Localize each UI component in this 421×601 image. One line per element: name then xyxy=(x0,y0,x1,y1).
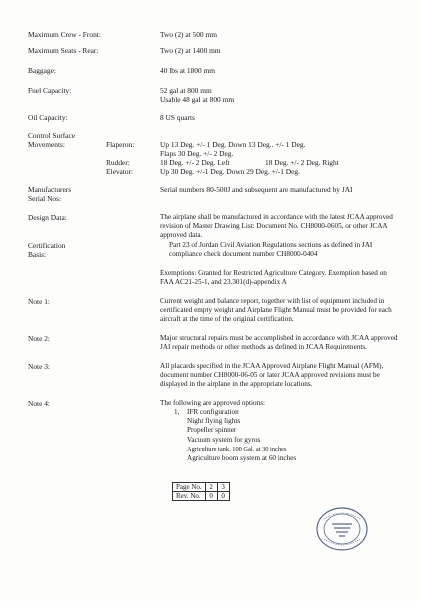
baggage-value: 40 lbs at 1800 mm xyxy=(160,66,216,75)
oil-label: Oil Capacity: xyxy=(28,113,68,122)
rev-no-value-2: 0 xyxy=(217,492,229,501)
elevator-label: Elevator: xyxy=(106,167,134,176)
manufacturers-label-1: Manufacturers xyxy=(28,185,72,194)
certification-label-2: Basis: xyxy=(28,250,47,259)
flaperon-label: Flaperon: xyxy=(106,140,135,149)
control-surface-label-2: Movements: xyxy=(28,140,65,149)
official-stamp xyxy=(314,505,370,553)
page-no-label: Page No. xyxy=(173,483,206,492)
note-3-text: All placards specified in the JCAA Approved Airplane Flight Manual (AFM), document number CH8000-06-05 or later JCAA approved revisions must be displayed in the airplane in the appropriate locations. xyxy=(160,362,384,389)
page-revision-table xyxy=(172,482,230,501)
rudder-label: Rudder: xyxy=(106,158,130,167)
fuel-value-2: Usable 48 gal at 800 mm xyxy=(160,95,235,104)
list-item: Vacuum system for gyros xyxy=(187,435,261,444)
design-text: The airplane shall be manufactured in accordance with the latest JCAA approved revision of Master Drawing List: Document No. CH8000-0605, or other JCAA approved data. xyxy=(160,213,393,240)
manufacturers-text: Serial numbers 80-500J and subsequent are manufactured by JAI xyxy=(160,185,353,194)
note-2-label: Note 2: xyxy=(28,334,50,343)
certification-text: Part 23 of Jordan Civil Aviation Regulations sections as defined in JAI compliance check document number CH8000-0404 xyxy=(169,241,373,259)
baggage-label: Baggage: xyxy=(28,66,56,75)
oil-value: 8 US quarts xyxy=(160,113,195,122)
rev-no-label: Rev. No. xyxy=(173,492,206,501)
elevator-value: Up 30 Deg. +/-1 Deg. Down 29 Deg. +/-1 Deg. xyxy=(160,167,300,176)
note-3-label: Note 3: xyxy=(28,362,50,371)
seats-rear-value: Two (2) at 1400 mm xyxy=(160,46,221,55)
rev-no-value: 0 xyxy=(205,492,217,501)
note-1-text: Current weight and balance report, together with list of equipment included in certificated empty weight and Airplane Flight Manual must be provided for each aircraft at the time of the original certification. xyxy=(160,297,392,324)
note-4-intro: The following are approved options: xyxy=(160,399,265,407)
seats-rear-label: Maximum Seats - Rear: xyxy=(28,46,99,55)
rudder-left: 18 Deg. +/- 2 Deg. Left xyxy=(160,158,230,167)
design-label: Design Data: xyxy=(28,213,67,222)
list-item: Agriculture tank. 100 Gal. at 30 inches xyxy=(187,445,287,453)
control-surface-label-1: Control Surface xyxy=(28,131,75,140)
note-4-label: Note 4: xyxy=(28,399,50,408)
table-row xyxy=(173,492,230,501)
flaperon-line-2: Flaps 30 Deg. +/- 2 Deg. xyxy=(160,149,234,158)
table-row xyxy=(173,483,230,492)
fuel-value-1: 52 gal at 800 mm xyxy=(160,86,212,95)
page-no-total: 3 xyxy=(217,483,229,492)
flaperon-line-1: Up 13 Deg. +/- 1 Deg. Down 13 Deg.. +/- 1 Deg. xyxy=(160,140,306,149)
note-2-text: Major structural repairs must be accomplished in accordance with JCAA approved JAI repair methods or other methods as defined in JCAA Requirements. xyxy=(160,334,398,352)
crew-front-value: Two (2) at 500 mm xyxy=(160,30,217,39)
rudder-right: 18 Deg. +/- 2 Deg. Right xyxy=(265,158,339,167)
list-item: Night flying lights xyxy=(187,417,241,426)
crew-front-label: Maximum Crew - Front: xyxy=(28,30,101,39)
list-item: IFR configuration xyxy=(187,408,239,416)
option-number: 1, xyxy=(174,408,180,416)
fuel-label: Fuel Capacity: xyxy=(28,86,72,95)
options-list xyxy=(187,408,296,463)
list-item: Propeller spinner xyxy=(187,426,237,435)
list-item: Agriculture boom system at 60 inches xyxy=(187,454,297,463)
certification-label-1: Certification xyxy=(28,241,66,250)
note-1-label: Note 1: xyxy=(28,297,50,306)
page-no-value: 2 xyxy=(205,483,217,492)
exemptions-text: Exemptions: Granted for Restricted Agriculture Category. Exemption based on FAA AC21-25-1, and 23.301(d)-appendix A xyxy=(160,269,387,287)
manufacturers-label-2: Serial Nos: xyxy=(28,194,62,203)
